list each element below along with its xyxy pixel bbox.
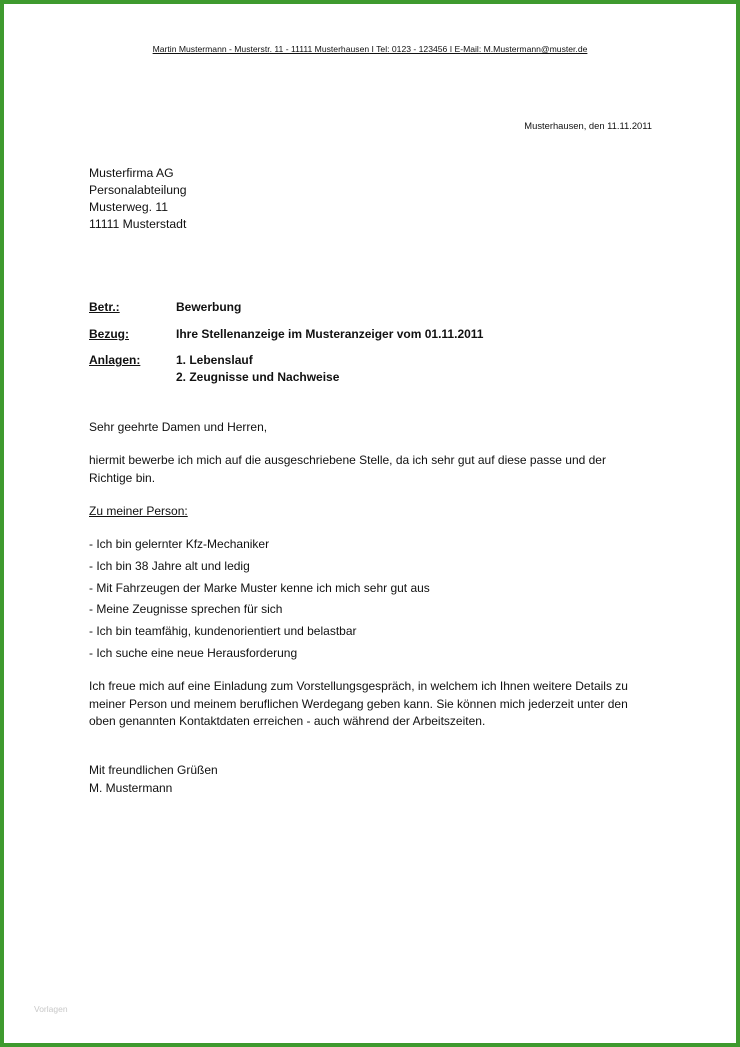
reference-label: Bezug:: [89, 327, 129, 341]
recipient-department: Personalabteilung: [89, 183, 187, 197]
recipient-company: Musterfirma AG: [89, 166, 174, 180]
section-heading: Zu meiner Person:: [89, 504, 188, 518]
recipient-street: Musterweg. 11: [89, 200, 169, 214]
attachment-item: 1. Lebenslauf: [176, 353, 253, 367]
recipient-address: [89, 165, 187, 233]
sender-address-line: Martin Mustermann - Musterstr. 11 - 11111 Musterhausen I Tel: 0123 - 123456 I E-Mail: M.Mustermann@muster.de: [152, 44, 588, 54]
signature-name: M. Mustermann: [89, 780, 173, 795]
letter-date: Musterhausen, den 11.11.2011: [524, 120, 652, 131]
list-item: - Mit Fahrzeugen der Marke Muster kenne ich mich sehr gut aus: [89, 581, 430, 595]
watermark: Vorlagen: [34, 1004, 68, 1014]
recipient-city: 11111 Musterstadt: [89, 217, 187, 231]
intro-paragraph: hiermit bewerbe ich mich auf die ausgeschriebene Stelle, da ich sehr gut auf diese passe und der Richtige bin.: [89, 453, 606, 485]
salutation: Sehr geehrte Damen und Herren,: [89, 420, 268, 434]
list-item: - Ich bin gelernter Kfz-Mechaniker: [89, 537, 270, 551]
greeting: Mit freundlichen Grüßen: [89, 763, 218, 777]
list-item: - Ich bin teamfähig, kundenorientiert und belastbar: [89, 624, 357, 638]
reference-value: Ihre Stellenanzeige im Musteranzeiger vom 01.11.2011: [176, 327, 484, 341]
list-item: - Ich suche eine neue Herausforderung: [89, 646, 298, 660]
closing-paragraph: Ich freue mich auf eine Einladung zum Vorstellungsgespräch, in welchem ich Ihnen weitere Details zu meiner Person und meinem beruflichen Werdegang geben kann. Sie können mich jederzeit unter den oben genannten Kontaktdaten erreichen - auch während der Arbeitszeiten.: [89, 679, 628, 728]
attachments-label: Anlagen:: [89, 353, 141, 367]
list-item: - Ich bin 38 Jahre alt und ledig: [89, 559, 250, 573]
subject-label: Betr.:: [89, 300, 120, 314]
closing-block: [89, 762, 218, 797]
subject-value: Bewerbung: [176, 300, 242, 314]
list-item: - Meine Zeugnisse sprechen für sich: [89, 602, 283, 616]
attachment-item: 2. Zeugnisse und Nachweise: [176, 370, 340, 384]
